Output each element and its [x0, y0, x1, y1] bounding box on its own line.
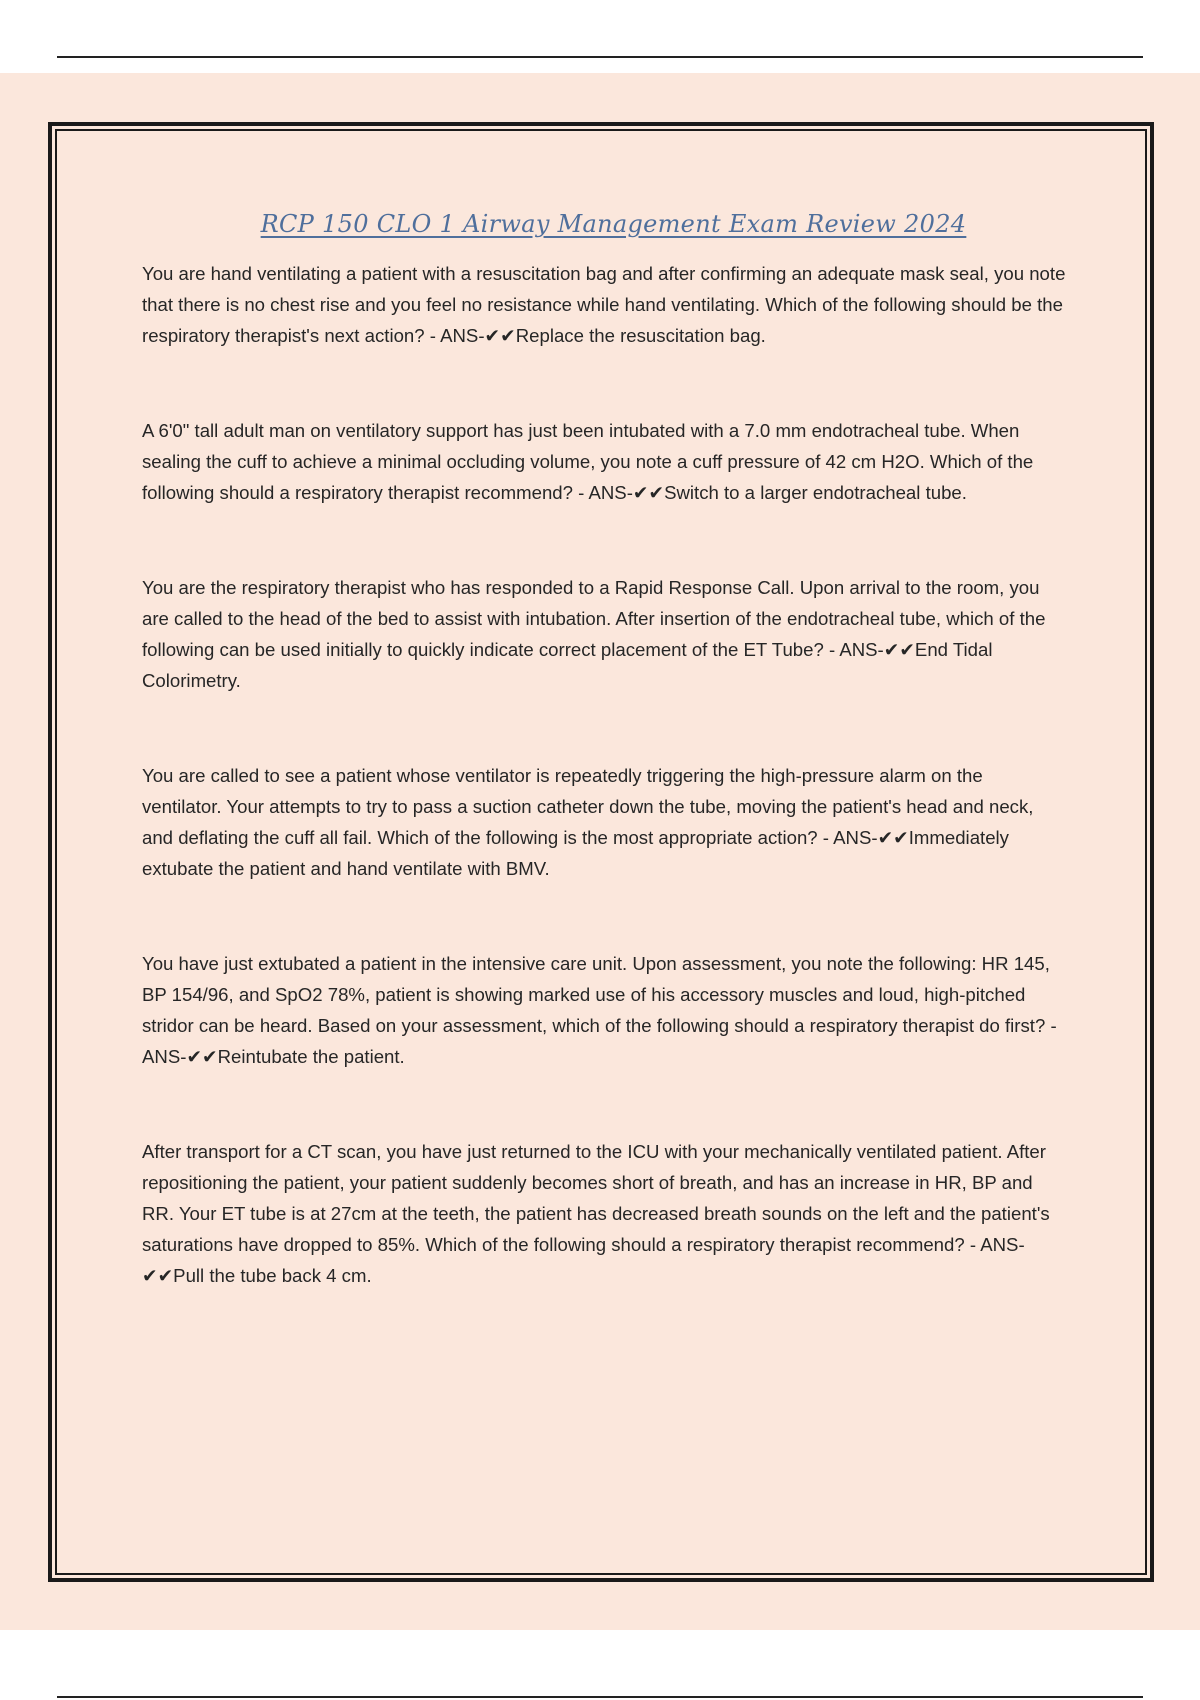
- question-text: You have just extubated a patient in the intensive care unit. Upon assessment, you note the following: HR 145, BP 154/96, and SpO2 78%, patient is showing marked use of his accessory muscles and loud, high-pitched stridor can be heard. Based on your assessment, which of the following should a respiratory therapist do first? -: [142, 953, 1057, 1036]
- answer-prefix: ANS-: [588, 482, 633, 503]
- qa-item-1: [142, 258, 1067, 351]
- answer-prefix: ANS-: [839, 639, 884, 660]
- checkmark-icon: ✔✔: [883, 639, 915, 660]
- question-text: A 6'0" tall adult man on ventilatory support has just been intubated with a 7.0 mm endotracheal tube. When sealing the cuff to achieve a minimal occluding volume, you note a cuff pressure of 42 cm H2O. Which of the following should a respiratory therapist recommend? -: [142, 420, 1034, 503]
- checkmark-icon: ✔✔: [632, 482, 665, 503]
- qa-item-3: [142, 572, 1067, 696]
- question-text: After transport for a CT scan, you have just returned to the ICU with your mechanically ventilated patient. After repositioning the patient, your patient suddenly becomes short of breath, and has an increase in HR, BP and RR. Your ET tube is at 27cm at the teeth, the patient has decreased breath sounds on the left and the patient's saturations have dropped to 85%. Which of the following should a respiratory therapist recommend? -: [142, 1141, 1050, 1255]
- checkmark-icon: ✔✔: [186, 1046, 218, 1067]
- answer-text: Immediately extubate the patient and hand ventilate with BMV.: [142, 827, 1009, 879]
- bottom-rule: [57, 1696, 1143, 1698]
- answer-text: Replace the resuscitation bag.: [515, 325, 766, 346]
- top-rule: [57, 56, 1143, 58]
- qa-item-6: [142, 1136, 1067, 1291]
- question-text: You are hand ventilating a patient with a resuscitation bag and after confirming an adequate mask seal, you note that there is no chest rise and you feel no resistance while hand ventilating. Which of the following should be the respiratory therapist's next action? -: [142, 263, 1066, 346]
- answer-prefix: ANS-: [833, 827, 878, 848]
- answer-text: Reintubate the patient.: [217, 1046, 405, 1067]
- checkmark-icon: ✔✔: [877, 827, 909, 848]
- answer-text: End Tidal Colorimetry.: [142, 639, 993, 691]
- qa-item-2: [142, 415, 1067, 508]
- document-title: RCP 150 CLO 1 Airway Management Exam Review 2024: [260, 210, 967, 238]
- checkmark-icon: ✔✔: [142, 1265, 174, 1286]
- qa-item-5: [142, 948, 1067, 1072]
- question-text: You are called to see a patient whose ventilator is repeatedly triggering the high-pressure alarm on the ventilator. Your attempts to try to pass a suction catheter down the tube, moving the patient's head and neck, and deflating the cuff all fail. Which of the following is the most appropriate action? -: [142, 765, 1034, 848]
- qa-item-4: [142, 760, 1067, 884]
- answer-prefix: ANS-: [142, 1046, 187, 1067]
- answer-text: Pull the tube back 4 cm.: [173, 1265, 372, 1286]
- answer-prefix: ANS-: [980, 1234, 1025, 1255]
- checkmark-icon: ✔✔: [484, 325, 516, 346]
- document-body: [142, 210, 1067, 1355]
- answer-prefix: ANS-: [440, 325, 485, 346]
- question-text: You are the respiratory therapist who has responded to a Rapid Response Call. Upon arrival to the room, you are called to the head of the bed to assist with intubation. After insertion of the endotracheal tube, which of the following can be used initially to quickly indicate correct placement of the ET Tube? -: [142, 577, 1046, 660]
- answer-text: Switch to a larger endotracheal tube.: [664, 482, 967, 503]
